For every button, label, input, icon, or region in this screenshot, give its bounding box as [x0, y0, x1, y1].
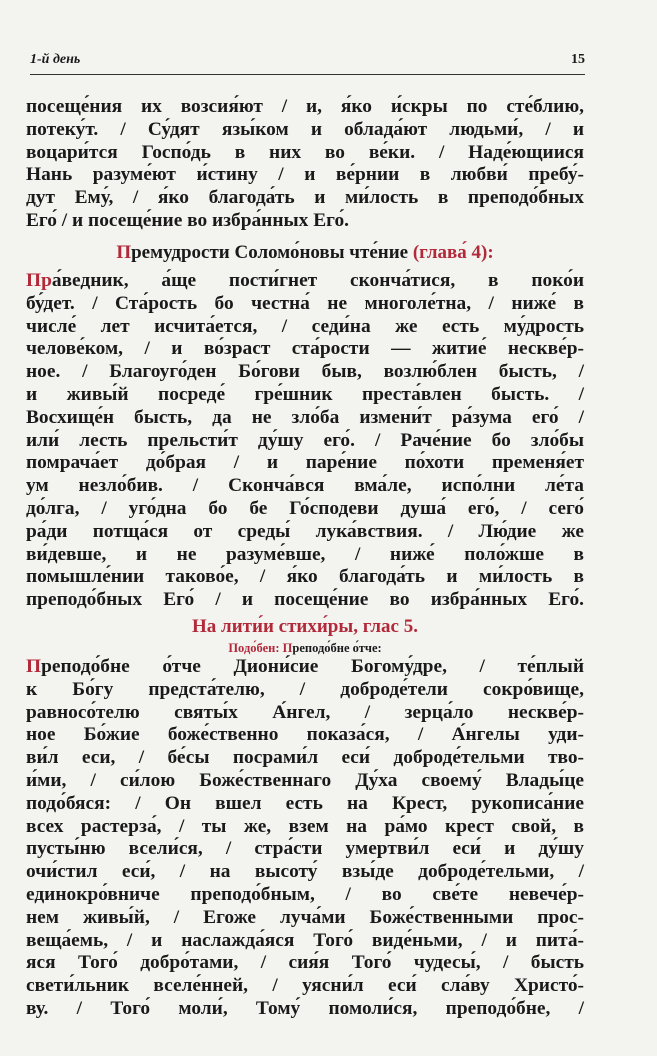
podoben-text: реподо́бне о́тче:: [292, 641, 382, 655]
stichera-text: [26, 656, 584, 1021]
podoben-line: [26, 641, 584, 656]
reading-first-line: а́ведник, а́ще пости́гнет сконча́тися, в поко́и: [51, 270, 584, 291]
text-line: Восхище́н бысть, да не зло́ба измени́т ра́зума его́ /: [26, 406, 584, 428]
reading-title-text: ремудрости Соломо́новы чте́ние: [131, 242, 409, 263]
text-line: до́лга, / уго́дна бо бе Го́сподеви душа́ его́, / сего́: [26, 497, 584, 519]
reading-text: [26, 270, 584, 612]
text-line: воцари́тся Госпо́дь в них во ве́ки. / Наде́ющиися: [26, 141, 584, 163]
text-line: [26, 656, 584, 679]
text-line: или́ лесть прельсти́т ду́шу его́. / Раче́ние бо зло́бы: [26, 429, 584, 451]
running-title: 1-й день: [30, 52, 81, 67]
text-line: преподо́бных Его́ / и посеще́ние во избра́нных Его́.: [26, 589, 584, 611]
paragraph-continuation: [26, 96, 584, 233]
text-line: веща́емь, / и наслажда́яся Того́ виде́ньми, / и пита́-: [26, 929, 584, 951]
text-line: и живы́й посреде́ гре́шник преста́влен бысть. /: [26, 383, 584, 405]
text-line: ву. / Того́ моли́, Тому́ помоли́ся, преподо́бне, /: [26, 997, 584, 1019]
text-line: бу́дет. / Ста́рость бо честна́ не многоле́тна, / ниже́ в: [26, 292, 584, 314]
text-line: очи́стил еси́, / на высоту́ взы́де доброде́тельми, /: [26, 861, 584, 883]
text-line: ное. / Благоуго́ден Бо́гови быв, возлю́блен бысть, /: [26, 361, 584, 383]
reading-title: [26, 242, 584, 264]
text-line: дут Ему́, / я́ко благода́ть и ми́лость в преподо́бных: [26, 187, 584, 209]
text-line: ное Бо́жие боже́ственно показа́ся, / А́нгелы уди-: [26, 724, 584, 746]
text-line: к Бо́гу предста́телю, / доброде́тели сокро́вище,: [26, 678, 584, 700]
stichera-initial: П: [26, 656, 42, 677]
text-line: единокро́вниче преподо́бным, / во све́те невече́р-: [26, 883, 584, 905]
text-line: посеще́ния их возсия́ют / и, я́ко и́скры по сте́блию,: [26, 96, 584, 117]
podoben-label: Подо́бен:: [228, 641, 280, 655]
text-line: пусты́ню всели́ся, / стра́сти умертви́л еси́ и ду́шу: [26, 838, 584, 860]
text-line: подо́бяся: / Он вшел есть на Крест, рукописа́ние: [26, 792, 584, 814]
text-line: челове́ком, / и во́зраст ста́рости — житие́ нескве́р-: [26, 338, 584, 360]
text-line: ви́л еси, / бе́сы посрами́л еси́ доброде́тельми тво-: [26, 747, 584, 769]
text-line: и́ми, / си́лою Боже́ственнаго Ду́ха своему́ Влады́це: [26, 769, 584, 791]
text-line: яся Того́ добро́тами, / сия́я Того́ чудесы́, / бысть: [26, 952, 584, 974]
text-line: помышле́нии таково́е, / я́ко благода́ть и ми́лость в: [26, 566, 584, 588]
text-line: ум незло́бив. / Сконча́вся вма́ле, испо́лни ле́та: [26, 475, 584, 497]
text-line: Его́ / и посеще́ние во избра́нных Его́.: [26, 209, 349, 231]
text-line: потеку́т. / Су́дят язы́ком и облада́ют людьми́, / и: [26, 118, 584, 140]
text-line: ра́ди потща́ся от среды́ лука́вствия. / Лю́дие же: [26, 520, 584, 542]
running-header: [30, 52, 585, 75]
stichera-first-line: реподо́бне о́тче Диони́сие Богому́дре, / те́плый: [41, 656, 584, 677]
stichera-title-text: На лити́и стихи́ры, глас 5.: [192, 616, 418, 637]
reading-title-initial: П: [116, 242, 132, 263]
text-line: [26, 270, 584, 293]
stichera-title: [26, 616, 584, 638]
text-line: равносо́телю святы́х А́нгел, / зерца́ло нескве́р-: [26, 701, 584, 723]
text-line: Нань разуме́ют и́стину / и ве́рнии в любви́ пребу́-: [26, 164, 584, 186]
text-line: нем живы́й, / Егоже луча́ми Боже́ственными прос-: [26, 906, 584, 928]
text-line: свети́льник вселе́нней, / уясни́л еси́ сла́ву Христо́-: [26, 975, 584, 997]
text-line: всех растерза́, / ты же, взем на ра́мо крест свой, в: [26, 815, 584, 837]
text-line: помрача́ет до́брая / и паре́ние по́хоти пременя́ет: [26, 452, 584, 474]
reading-chapter: (глава́ 4):: [412, 242, 494, 263]
text-line: числе́ лет исчита́ется, / седи́на же есть му́дрость: [26, 315, 584, 337]
text-line: ви́девше, и не разуме́вше, / ниже́ поло́жше в: [26, 543, 584, 565]
podoben-initial: П: [282, 641, 293, 655]
reading-initial: Пр: [26, 270, 52, 291]
page-number: 15: [571, 52, 585, 67]
